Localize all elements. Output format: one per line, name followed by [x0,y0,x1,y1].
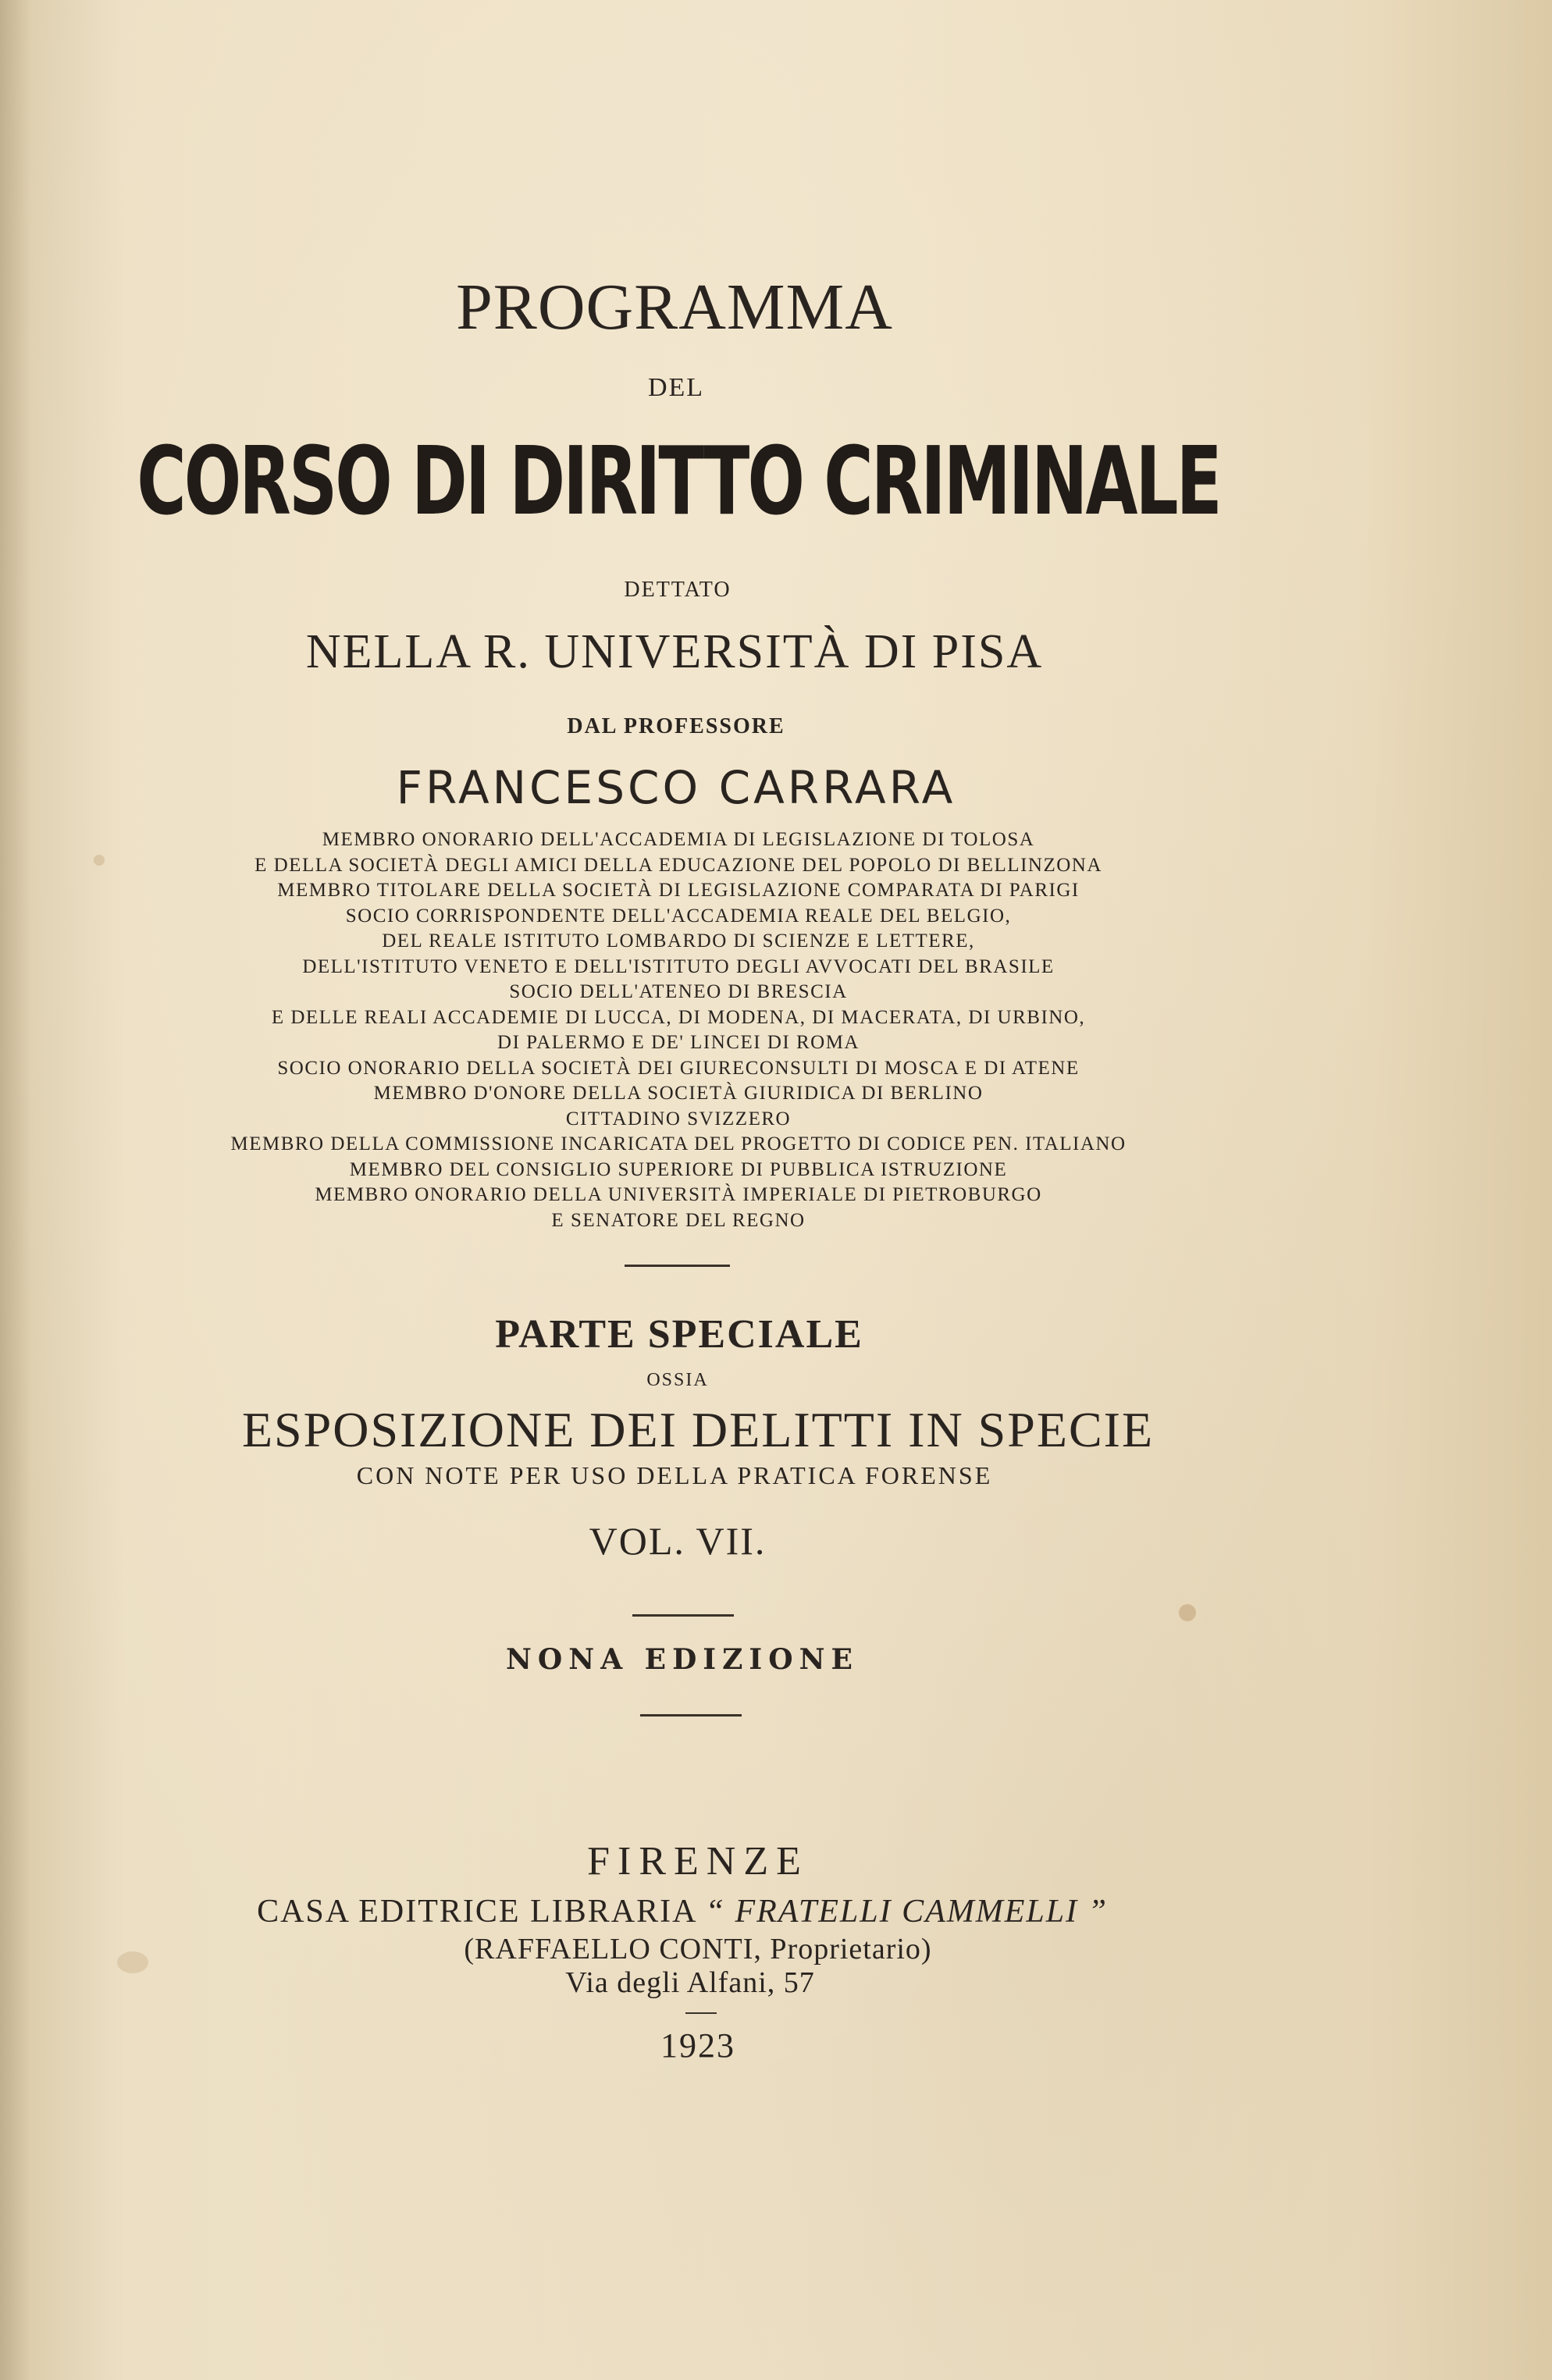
ossia-label: OSSIA [646,1370,709,1390]
parte-speciale: PARTE SPECIALE [495,1312,863,1357]
imprint-city: FIRENZE [587,1839,809,1884]
divider-rule [685,2012,717,2014]
con-note-subtitle: CON NOTE PER USO DELLA PRATICA FORENSE [356,1461,993,1489]
volume-number: VOL. VII. [589,1519,767,1563]
title-dal-professore: DAL PROFESSORE [567,714,785,738]
credential-line: DI PALERMO E DE' LINCEI DI ROMA [497,1032,860,1053]
credential-line: E DELLE REALI ACCADEMIE DI LUCCA, DI MODENA, DI MACERATA, DI URBINO, [271,1006,1086,1028]
credential-line: MEMBRO DEL CONSIGLIO SUPERIORE DI PUBBLICA ISTRUZIONE [349,1158,1008,1180]
credential-line: MEMBRO TITOLARE DELLA SOCIETÀ DI LEGISLAZIONE COMPARATA DI PARIGI [277,880,1080,901]
esposizione-title: ESPOSIZIONE DEI DELITTI IN SPECIE [241,1402,1155,1457]
credential-line: MEMBRO D'ONORE DELLA SOCIETÀ GIURIDICA DI BERLINO [373,1083,984,1104]
credential-line: MEMBRO DELLA COMMISSIONE INCARICATA DEL PROGETTO DI CODICE PEN. ITALIANO [230,1133,1127,1154]
credential-line: CITTADINO SVIZZERO [565,1108,792,1130]
credential-line: DELL'ISTITUTO VENETO E DELL'ISTITUTO DEGLI AVVOCATI DEL BRASILE [302,955,1055,977]
imprint-address: Via degli Alfani, 57 [565,1966,815,1999]
divider-rule [640,1714,742,1717]
credential-line: MEMBRO ONORARIO DELL'ACCADEMIA DI LEGISLAZIONE DI TOLOSA [322,829,1035,850]
imprint-proprietor: (RAFFAELLO CONTI, Proprietario) [464,1933,932,1966]
title-dettato: DETTATO [624,578,732,602]
credential-line: DEL REALE ISTITUTO LOMBARDO DI SCIENZE E LETTERE, [382,930,975,952]
imprint-publisher: CASA EDITRICE LIBRARIA “ FRATELLI CAMMELLI ” [257,1894,1108,1930]
credential-line: SOCIO CORRISPONDENTE DELL'ACCADEMIA REALE DEL BELGIO, [345,905,1012,927]
title-del: DEL [647,373,705,402]
edition-label: NONA EDIZIONE [506,1643,859,1676]
divider-rule [625,1265,730,1267]
divider-rule [632,1614,734,1617]
credential-line: MEMBRO ONORARIO DELLA UNIVERSITÀ IMPERIALE DI PIETROBURGO [315,1184,1042,1205]
title-programma: PROGRAMMA [456,271,893,343]
author-name: FRANCESCO CARRARA [396,761,956,814]
credential-line: SOCIO ONORARIO DELLA SOCIETÀ DEI GIURECONSULTI DI MOSCA E DI ATENE [277,1057,1080,1079]
credential-line: E DELLA SOCIETÀ DEGLI AMICI DELLA EDUCAZIONE DEL POPOLO DI BELLINZONA [255,854,1102,876]
title-corso: CORSO DI DIRITTO CRIMINALE [137,428,1220,536]
imprint-year: 1923 [660,2026,735,2065]
foxing-spot [1179,1604,1196,1621]
credential-line: SOCIO DELL'ATENEO DI BRESCIA [509,981,848,1002]
title-universita: NELLA R. UNIVERSITÀ DI PISA [305,625,1044,678]
credential-line: E SENATORE DEL REGNO [551,1209,806,1231]
